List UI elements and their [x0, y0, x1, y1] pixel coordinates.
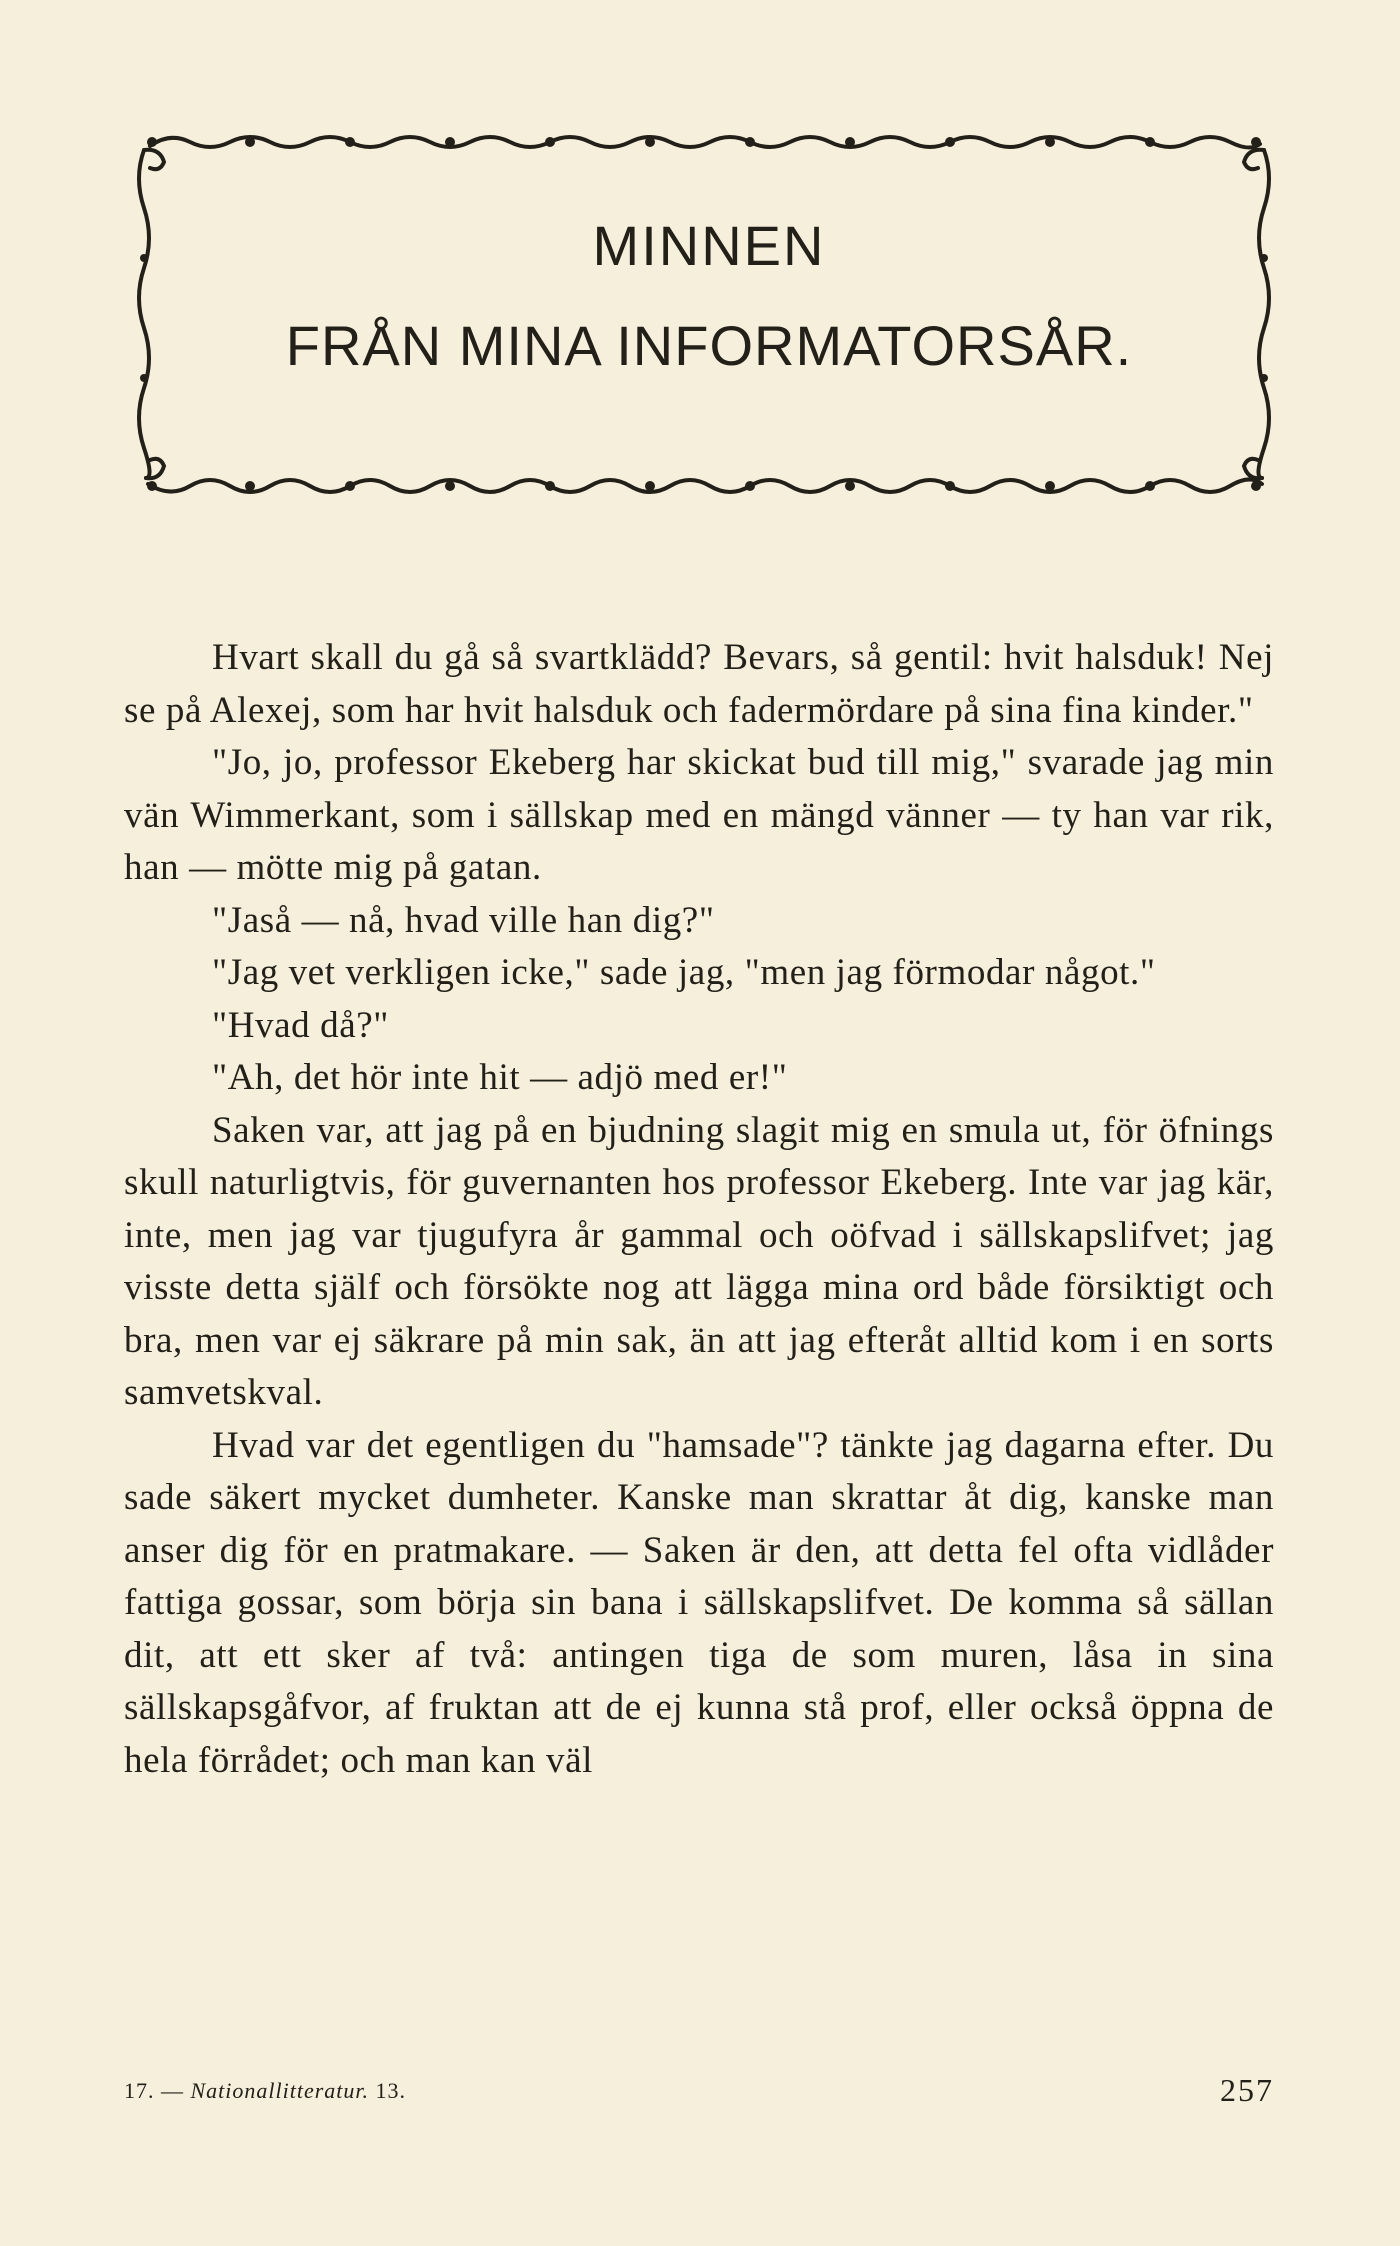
signature-dash: — — [161, 2078, 184, 2103]
paragraph: Hvad var det egentligen du "hamsade"? tänkte jag dagarna efter. Du sade säkert mycket dumheter. Kanske man skrattar åt dig, kanske man anser dig för en pratmakare. — Saken är den, att detta fel ofta vidlåder fattiga gossar, som börja sin bana i sällskapslifvet. De komma så sällan dit, att ett sker af två: antingen tiga de som muren, låsa in sina sällskapsgåfvor, af fruktan att de ej kunna stå prof, eller också öppna de hela förrådet; och man kan väl — [124, 1424, 1274, 1781]
printer-signature — [124, 2078, 406, 2104]
chapter-title — [130, 214, 1278, 378]
paragraph: "Jo, jo, professor Ekeberg har skickat bud till mig," svarade jag min vän Wimmerkant, som i sällskap med en mängd vänner — ty han var rik, han — mötte mig på gatan. — [124, 742, 1274, 888]
body-text — [124, 632, 1274, 1787]
paragraph: "Jag vet verkligen icke," sade jag, "men jag förmodar något." — [212, 952, 1156, 993]
paragraph: "Jaså — nå, hvad ville han dig?" — [212, 899, 715, 941]
paragraph: Hvart skall du gå så svartklädd? Bevars, så gentil: hvit halsduk! Nej se på Alexej, som har hvit halsduk och fadermördare på sina fina kinder." — [124, 637, 1274, 731]
paragraph: "Ah, det hör inte hit — adjö med er!" — [212, 1057, 788, 1098]
signature-volume: 13. — [375, 2078, 407, 2103]
page-footer — [124, 2072, 1274, 2112]
title-line-1: MINNEN — [592, 214, 826, 277]
paragraph: Saken var, att jag på en bjudning slagit mig en smula ut, för öfnings skull naturligtvis, för guvernanten hos professor Ekeberg. Inte var jag kär, inte, men jag var tjugufyra år gammal och oöfvad i sällskapslifvet; jag visste detta själf och försökte nog att lägga mina ord både försiktigt och bra, men var ej säkrare på min sak, än att jag efteråt alltid kom i en sorts samvetskval. — [124, 1109, 1274, 1413]
signature-number: 17. — [124, 2078, 155, 2103]
signature-title: Nationallitteratur. — [190, 2078, 370, 2103]
paragraph: "Hvad då?" — [212, 1004, 389, 1046]
page-number: 257 — [1220, 2072, 1274, 2108]
title-line-2: FRÅN MINA INFORMATORSÅR. — [285, 314, 1133, 377]
